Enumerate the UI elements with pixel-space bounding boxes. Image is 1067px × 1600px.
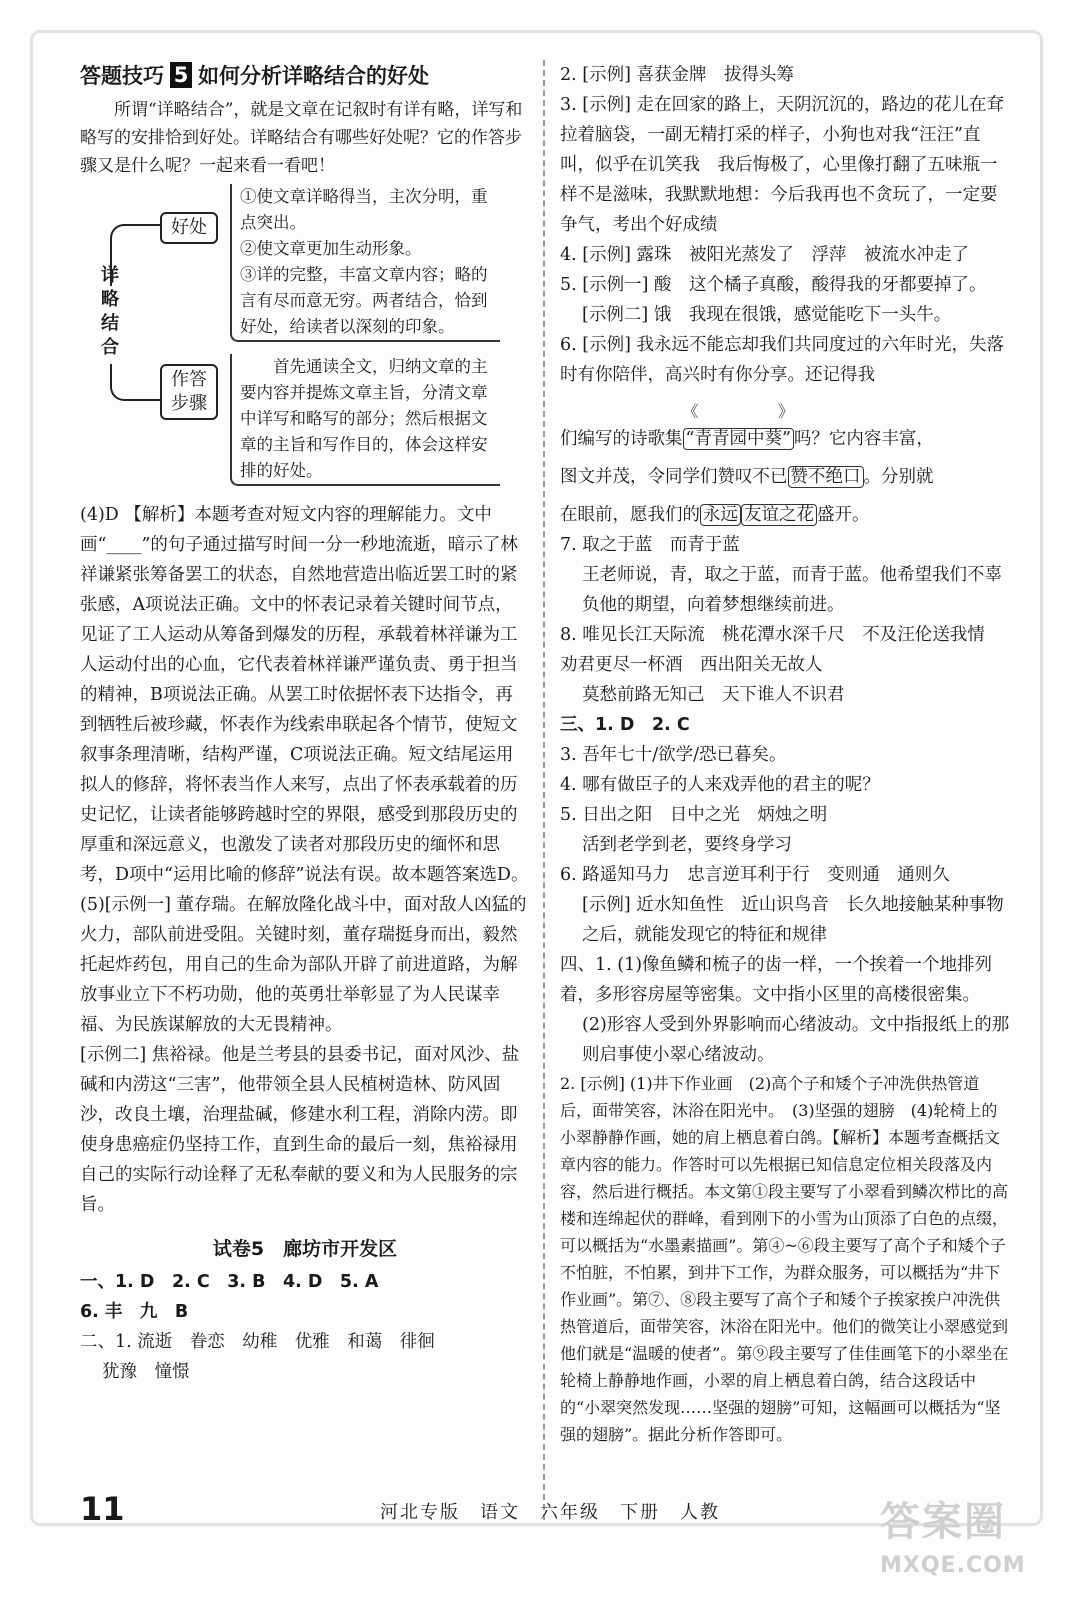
section-3-answers: 三、1. D 2. C [560, 715, 690, 735]
answer-r6-line3 [560, 462, 1010, 492]
section-3-q5-cont: 活到老学到老，要终身学习 [582, 835, 792, 855]
answer-r8-cont: 莫愁前路无知己 天下谁人不识君 [582, 685, 845, 705]
answer-block-left [80, 500, 530, 1220]
answer-q5-example1: (5)[示例一] 董存瑞。在解放隆化战斗中，面对敌人凶猛的火力，部队前进受阻。关键时刻，董存瑞挺身而出，毅然托起炸药包，用自己的生命为部队开辟了前进道路，为解放事业立下不朽功勋，他的英勇壮举彰显了为人民谋幸福、为民族谋解放的大无畏精神。 [80, 895, 527, 1035]
steps-node: 作答步骤 [160, 364, 218, 420]
test-title: 试卷5 廊坊市开发区 [212, 1238, 398, 1260]
tip-title: 如何分析详略结合的好处 [198, 64, 429, 88]
section-4-q1: 四、1. (1)像鱼鳞和梳子的齿一样，一个挨着一个地排列着，多形容房屋等密集。文中指小区里的高楼很密集。 [560, 955, 993, 1005]
watermark [880, 1490, 1050, 1590]
answer-r8: 8. 唯见长江天际流 桃花潭水深千尺 不及汪伦送我情 劝君更尽一杯酒 西出阳关无故人 [560, 625, 1003, 675]
corrected-word: 永远 [700, 504, 741, 526]
tip-label: 答题技巧 [80, 64, 164, 88]
section-4-q1-cont: (2)形容人受到外界影响而心绪波动。文中指报纸上的那则启事使小翠心绪波动。 [582, 1015, 1010, 1065]
answer-r2: 2. [示例] 喜获金牌 拔得头筹 [560, 65, 794, 85]
answer-r4: 4. [示例] 露珠 被阳光蒸发了 浮萍 被流水冲走了 [560, 245, 969, 265]
benefit-item: ③详的完整，丰富文章内容；略的言有尽而意无穷。两者结合，恰到好处，给读者以深刻的印象。 [240, 265, 488, 336]
answer-r5-example2: [示例二] 饿 我现在很饿，感觉能吃下一头牛。 [582, 305, 952, 325]
corrected-phrase: 友谊之花 [741, 504, 817, 526]
r6-text: 。分别就 [863, 467, 934, 487]
page-number: 11 [80, 1490, 125, 1528]
tip-intro: 所谓“详略结合”，就是文章在记叙时有详有略，详写和略写的安排恰到好处。详略结合有哪些好处呢？它的作答步骤又是什么呢？一起来看一看吧！ [80, 100, 523, 176]
r6-text: 在眼前，愿我们的 [560, 505, 700, 525]
answer-r5-example1: 5. [示例一] 酸 这个橘子真酸，酸得我的牙都要掉了。 [560, 275, 987, 295]
page-footer [80, 1490, 1020, 1530]
benefit-item: ②使文章更加生动形象。 [240, 239, 422, 258]
section-3-q4: 4. 哪有做臣子的人来戏弄他的君主的呢？ [560, 775, 880, 795]
section-1-q6: 6. 丰 九 B [80, 1302, 189, 1322]
tip-heading [80, 60, 530, 90]
r6-text: 吗？它内容丰富， [793, 429, 934, 449]
right-column [560, 60, 1010, 1448]
section-3-q6-cont: [示例] 近水知鱼性 近山识鸟音 长久地接触某种事物之后，就能发现它的特征和规律 [582, 895, 1004, 945]
r6-text: 们编写的诗歌集 [560, 429, 683, 449]
section-2-answers: 二、1. 流逝 眷恋 幼稚 优雅 和蔼 徘徊 [80, 1332, 435, 1352]
watermark-url: MXQE.COM [880, 1553, 1026, 1578]
benefit-item: ①使文章详略得当，主次分明，重点突出。 [240, 187, 488, 232]
answer-r7-explain: 王老师说，青，取之于蓝，而青于蓝。他希望我们不辜负他的期望，向着梦想继续前进。 [582, 565, 1002, 615]
answer-q5-example2: [示例二] 焦裕禄。他是兰考县的县委书记，面对风沙、盐碱和内涝这“三害”，他带领全县人民植树造林、防风固沙，改良土壤，治理盐碱，修建水利工程，消除内涝。即使身患癌症仍坚持工作，直到生命的最后一刻，焦裕禄用自己的实际行动诠释了无私奉献的要义和为人民服务的宗旨。 [80, 1045, 520, 1215]
section-1-answers: 一、1. D 2. C 3. B 4. D 5. A [80, 1272, 379, 1292]
r6-text: 盛开。 [817, 505, 870, 525]
r6-text: 图文并茂，令同学们赞叹不已 [560, 467, 788, 487]
benefit-node: 好处 [160, 212, 218, 244]
answer-r6-line4 [560, 500, 1010, 530]
answer-r6-line2 [560, 402, 1010, 454]
steps-text: 首先通读全文，归纳文章的主要内容并提炼文章主旨，分清文章中详写和略写的部分；然后根据文章的主旨和写作目的，体会这样安排的好处。 [230, 354, 500, 486]
section-3-q3: 3. 吾年七十/欲学/恐已暮矣。 [560, 745, 787, 765]
corrected-phrase: 赞不绝口 [788, 466, 864, 488]
answer-block-test5 [80, 1267, 530, 1387]
answer-q4: (4)D 【解析】本题考查对短文内容的理解能力。文中画“____”的句子通过描写时间一分一秒地流逝，暗示了林祥谦紧张筹备罢工的状态，自然地营造出临近罢工时的紧张感，A项说法正确。文中的怀表记录着关键时间节点，见证了工人运动从筹备到爆发的历程，承载着林祥谦为工人运动付出的心血，它代表着林祥谦严谨负责、勇于担当的精神，B项说法正确。从罢工时依据怀表下达指令，再到牺牲后被珍藏，怀表作为线索串联起各个情节，使短文叙事条理清晰，结构严谨，C项说法正确。短文结尾运用拟人的修辞，将怀表当作人来写，点出了怀表承载着的历史记忆，让读者能够跨越时空的界限，感受到那段历史的厚重和深远意义，也激发了读者对那段历史的缅怀和思考，D项中“运用比喻的修辞”说法有误。故本题答案选D。 [80, 505, 529, 885]
book-info: 河北专版 语文 六年级 下册 人教 [380, 1502, 720, 1523]
tip-number-badge: 5 [170, 62, 192, 88]
benefit-list [230, 184, 500, 342]
edit-mark-left: 《 [682, 402, 699, 421]
mind-map-root: 详略结合 [101, 265, 119, 358]
answer-r7: 7. 取之于蓝 而青于蓝 [560, 535, 740, 555]
watermark-logo: 答案圈 [880, 1499, 1006, 1545]
section-3-q6: 6. 路遥知马力 忠言逆耳利于行 变则通 通则久 [560, 865, 950, 885]
answer-r3: 3. [示例] 走在回家的路上，天阴沉沉的，路边的花儿在耷拉着脑袋，一副无精打采的样子，小狗也对我“汪汪”直叫，似乎在讥笑我 我后悔极了，心里像打翻了五味瓶一样不是滋味，我默默地想：今后我再也不贪玩了，一定要争气，考出个好成绩 [560, 95, 1004, 235]
edit-mark-right: 》 [777, 402, 794, 421]
answer-r6-line1: 6. [示例] 我永远不能忘却我们共同度过的六年时光，失落时有你陪伴，高兴时有你分享。还记得我 [560, 335, 1004, 385]
corrected-title: “青青园中葵” [683, 428, 794, 450]
mind-map [80, 184, 530, 480]
section-2-answers-cont: 犹豫 憧憬 [102, 1362, 190, 1382]
column-divider [543, 60, 545, 1520]
section-4-q2: 2. [示例] (1)井下作业画 (2)高个子和矮个子冲洗供热管道后，面带笑容，沐浴在阳光中。 (3)坚强的翅膀 (4)轮椅上的小翠静静作画，她的肩上栖息着白鸽。【解析】本题考查概括文章内容的能力。作答时可以先根据已知信息定位相关段落及内容，然后进行概括。本文第①段主要写了小翠看到鳞次栉比的高楼和连绵起伏的群峰，看到刚下的小雪为山顶添了白色的点缀，可以概括为“水墨素描画”。第④~⑥段主要写了高个子和矮个子不怕脏，不怕累，到井下工作，为群众服务，可以概括为“井下作业画”。第⑦、⑧段主要写了高个子和矮个子挨家挨户冲洗供热管道后，面带笑容，沐浴在阳光中。他们的微笑让小翠感觉到他们就是“温暖的使者”。第⑨段主要写了佳佳画笔下的小翠坐在轮椅上静静地作画，小翠的肩上栖息着白鸽，结合这段话中的“小翠突然发现……坚强的翅膀”可知，这幅画可以概括为“坚强的翅膀”。据此分析作答即可。 [560, 1074, 1009, 1444]
section-3-q5: 5. 日出之阳 日中之光 炳烛之明 [560, 805, 828, 825]
left-column [80, 60, 530, 1387]
